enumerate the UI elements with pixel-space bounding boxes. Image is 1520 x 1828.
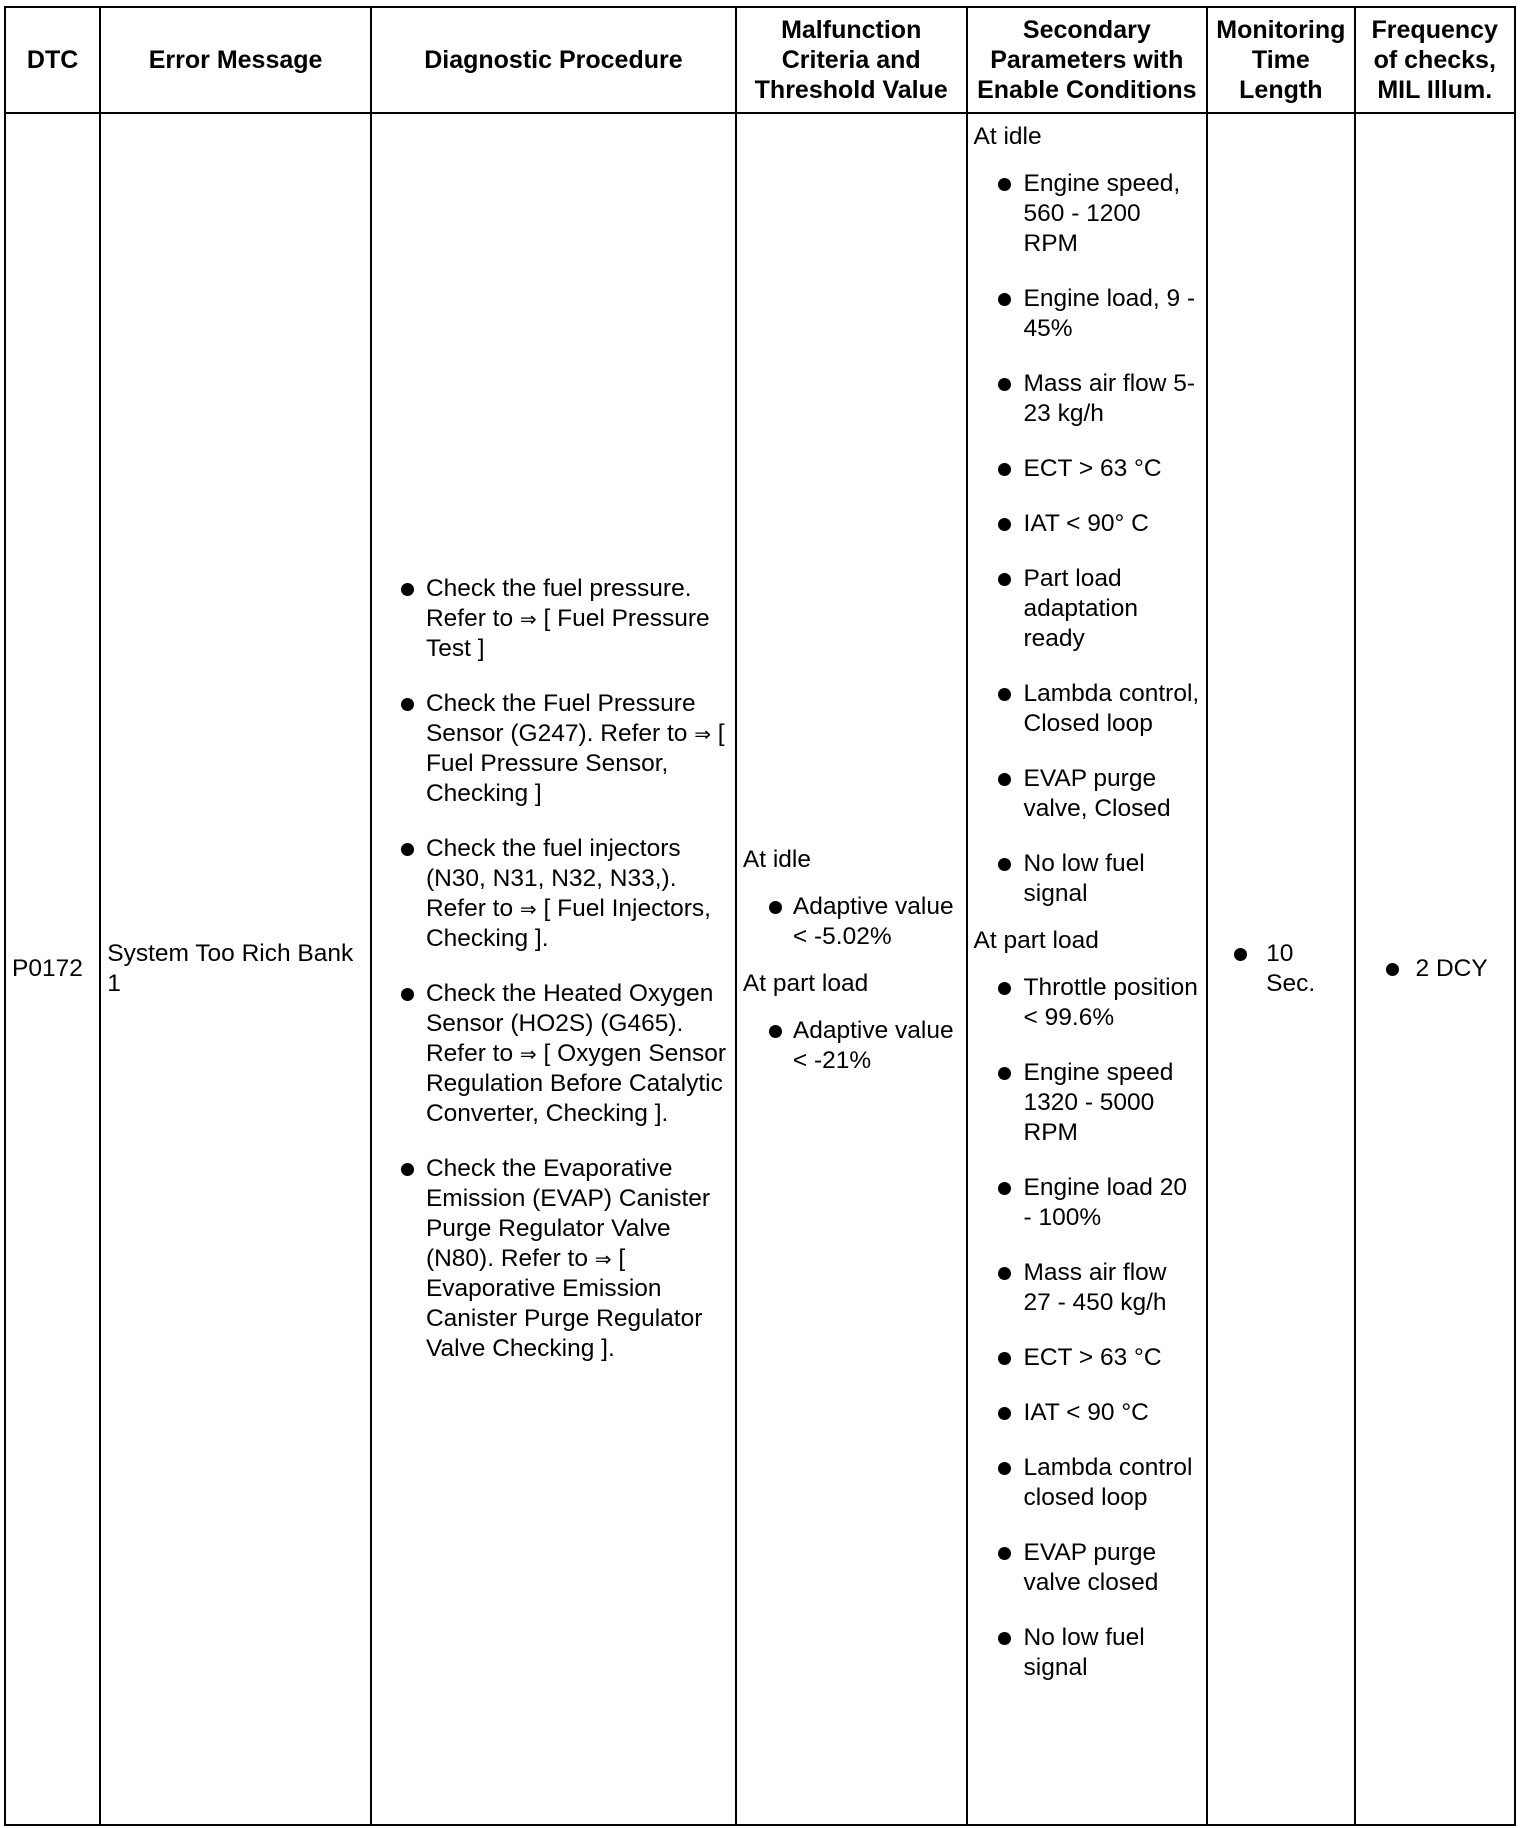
header-malfunction-criteria: Malfunction Criteria and Threshold Value	[736, 7, 967, 113]
diagnostic-step	[388, 834, 729, 954]
monitoring-time-value: 10 Sec.	[1214, 939, 1347, 999]
cell-frequency	[1355, 113, 1515, 1825]
step-reference: [ Evaporative Emission Canister Purge Regulator Valve Checking ].	[425, 1245, 703, 1362]
step-text: Check the Fuel Pressure Sensor (G247). Refer to	[425, 690, 696, 747]
refer-arrow-icon: ⇒	[519, 607, 537, 631]
header-error-message: Error Message	[100, 7, 371, 113]
header-frequency: Frequency of checks, MIL Illum.	[1355, 7, 1515, 113]
secondary-item: Mass air flow 27 - 450 kg/h	[974, 1258, 1201, 1318]
cell-malfunction-criteria	[736, 113, 967, 1825]
secondary-item: Part load adaptation ready	[974, 564, 1201, 654]
header-dtc: DTC	[5, 7, 100, 113]
secondary-item: No low fuel signal	[974, 849, 1201, 909]
secondary-item: Engine speed 1320 - 5000 RPM	[974, 1058, 1201, 1148]
refer-arrow-icon: ⇒	[594, 1247, 612, 1271]
dtc-table	[4, 6, 1516, 1826]
header-diagnostic-procedure: Diagnostic Procedure	[371, 7, 736, 113]
diagnostic-step	[388, 574, 729, 664]
secondary-item: Throttle position < 99.6%	[974, 973, 1201, 1033]
malfunction-item: Adaptive value < -5.02%	[749, 892, 960, 952]
step-text: Check the Evaporative Emission (EVAP) Canister Purge Regulator Valve (N80). Refer to	[425, 1155, 711, 1272]
secondary-item: Lambda control, Closed loop	[974, 679, 1201, 739]
frequency-value: 2 DCY	[1362, 954, 1508, 984]
malfunction-item: Adaptive value < -21%	[749, 1016, 960, 1076]
secondary-item: Engine speed, 560 - 1200 RPM	[974, 169, 1201, 259]
secondary-item: ECT > 63 °C	[974, 454, 1201, 484]
secondary-item: ECT > 63 °C	[974, 1343, 1201, 1373]
secondary-part-load-heading: At part load	[973, 927, 1099, 954]
step-reference: [ Oxygen Sensor Regulation Before Catalytic Converter, Checking ].	[425, 1040, 726, 1127]
header-row	[5, 7, 1515, 113]
step-text: Check the Heated Oxygen Sensor (HO2S) (G465). Refer to	[425, 980, 714, 1067]
malfunction-part-load-list	[743, 1016, 960, 1076]
refer-arrow-icon: ⇒	[519, 1042, 537, 1066]
diagnostic-step	[388, 1154, 729, 1364]
secondary-item: Mass air flow 5-23 kg/h	[974, 369, 1201, 429]
step-reference: [ Fuel Pressure Test ]	[425, 605, 710, 662]
step-text: Check the fuel pressure. Refer to	[425, 575, 692, 632]
cell-error-message: System Too Rich Bank 1	[100, 113, 371, 1825]
secondary-item: Engine load 20 - 100%	[974, 1173, 1201, 1233]
table-row	[5, 113, 1515, 1825]
secondary-item: Engine load, 9 - 45%	[974, 284, 1201, 344]
malfunction-idle-list	[743, 892, 960, 952]
refer-arrow-icon: ⇒	[519, 897, 537, 921]
secondary-item: IAT < 90 °C	[974, 1398, 1201, 1428]
secondary-item: No low fuel signal	[974, 1623, 1201, 1683]
header-secondary-parameters: Secondary Parameters with Enable Conditions	[967, 7, 1208, 113]
malfunction-idle-heading: At idle	[742, 846, 811, 873]
secondary-item: EVAP purge valve, Closed	[974, 764, 1201, 824]
cell-secondary-parameters	[967, 113, 1208, 1825]
cell-diagnostic-procedure	[371, 113, 736, 1825]
step-text: Check the fuel injectors (N30, N31, N32, N33,). Refer to	[425, 835, 681, 922]
step-reference: [ Fuel Injectors, Checking ].	[425, 895, 711, 952]
diagnostic-steps-list	[378, 574, 729, 1364]
cell-dtc-code: P0172	[5, 113, 100, 1825]
step-reference: [ Fuel Pressure Sensor, Checking ]	[425, 720, 725, 807]
refer-arrow-icon: ⇒	[694, 722, 711, 746]
secondary-idle-list	[974, 169, 1201, 909]
diagnostic-step	[388, 689, 729, 809]
cell-monitoring-time	[1207, 113, 1354, 1825]
diagnostic-step	[388, 979, 729, 1129]
header-monitoring-time: Monitoring Time Length	[1207, 7, 1354, 113]
secondary-item: EVAP purge valve closed	[974, 1538, 1201, 1598]
secondary-idle-heading: At idle	[973, 123, 1042, 150]
malfunction-part-load-heading: At part load	[742, 970, 869, 997]
secondary-item: Lambda control closed loop	[974, 1453, 1201, 1513]
secondary-part-load-list	[974, 973, 1201, 1683]
secondary-item: IAT < 90° C	[974, 509, 1201, 539]
